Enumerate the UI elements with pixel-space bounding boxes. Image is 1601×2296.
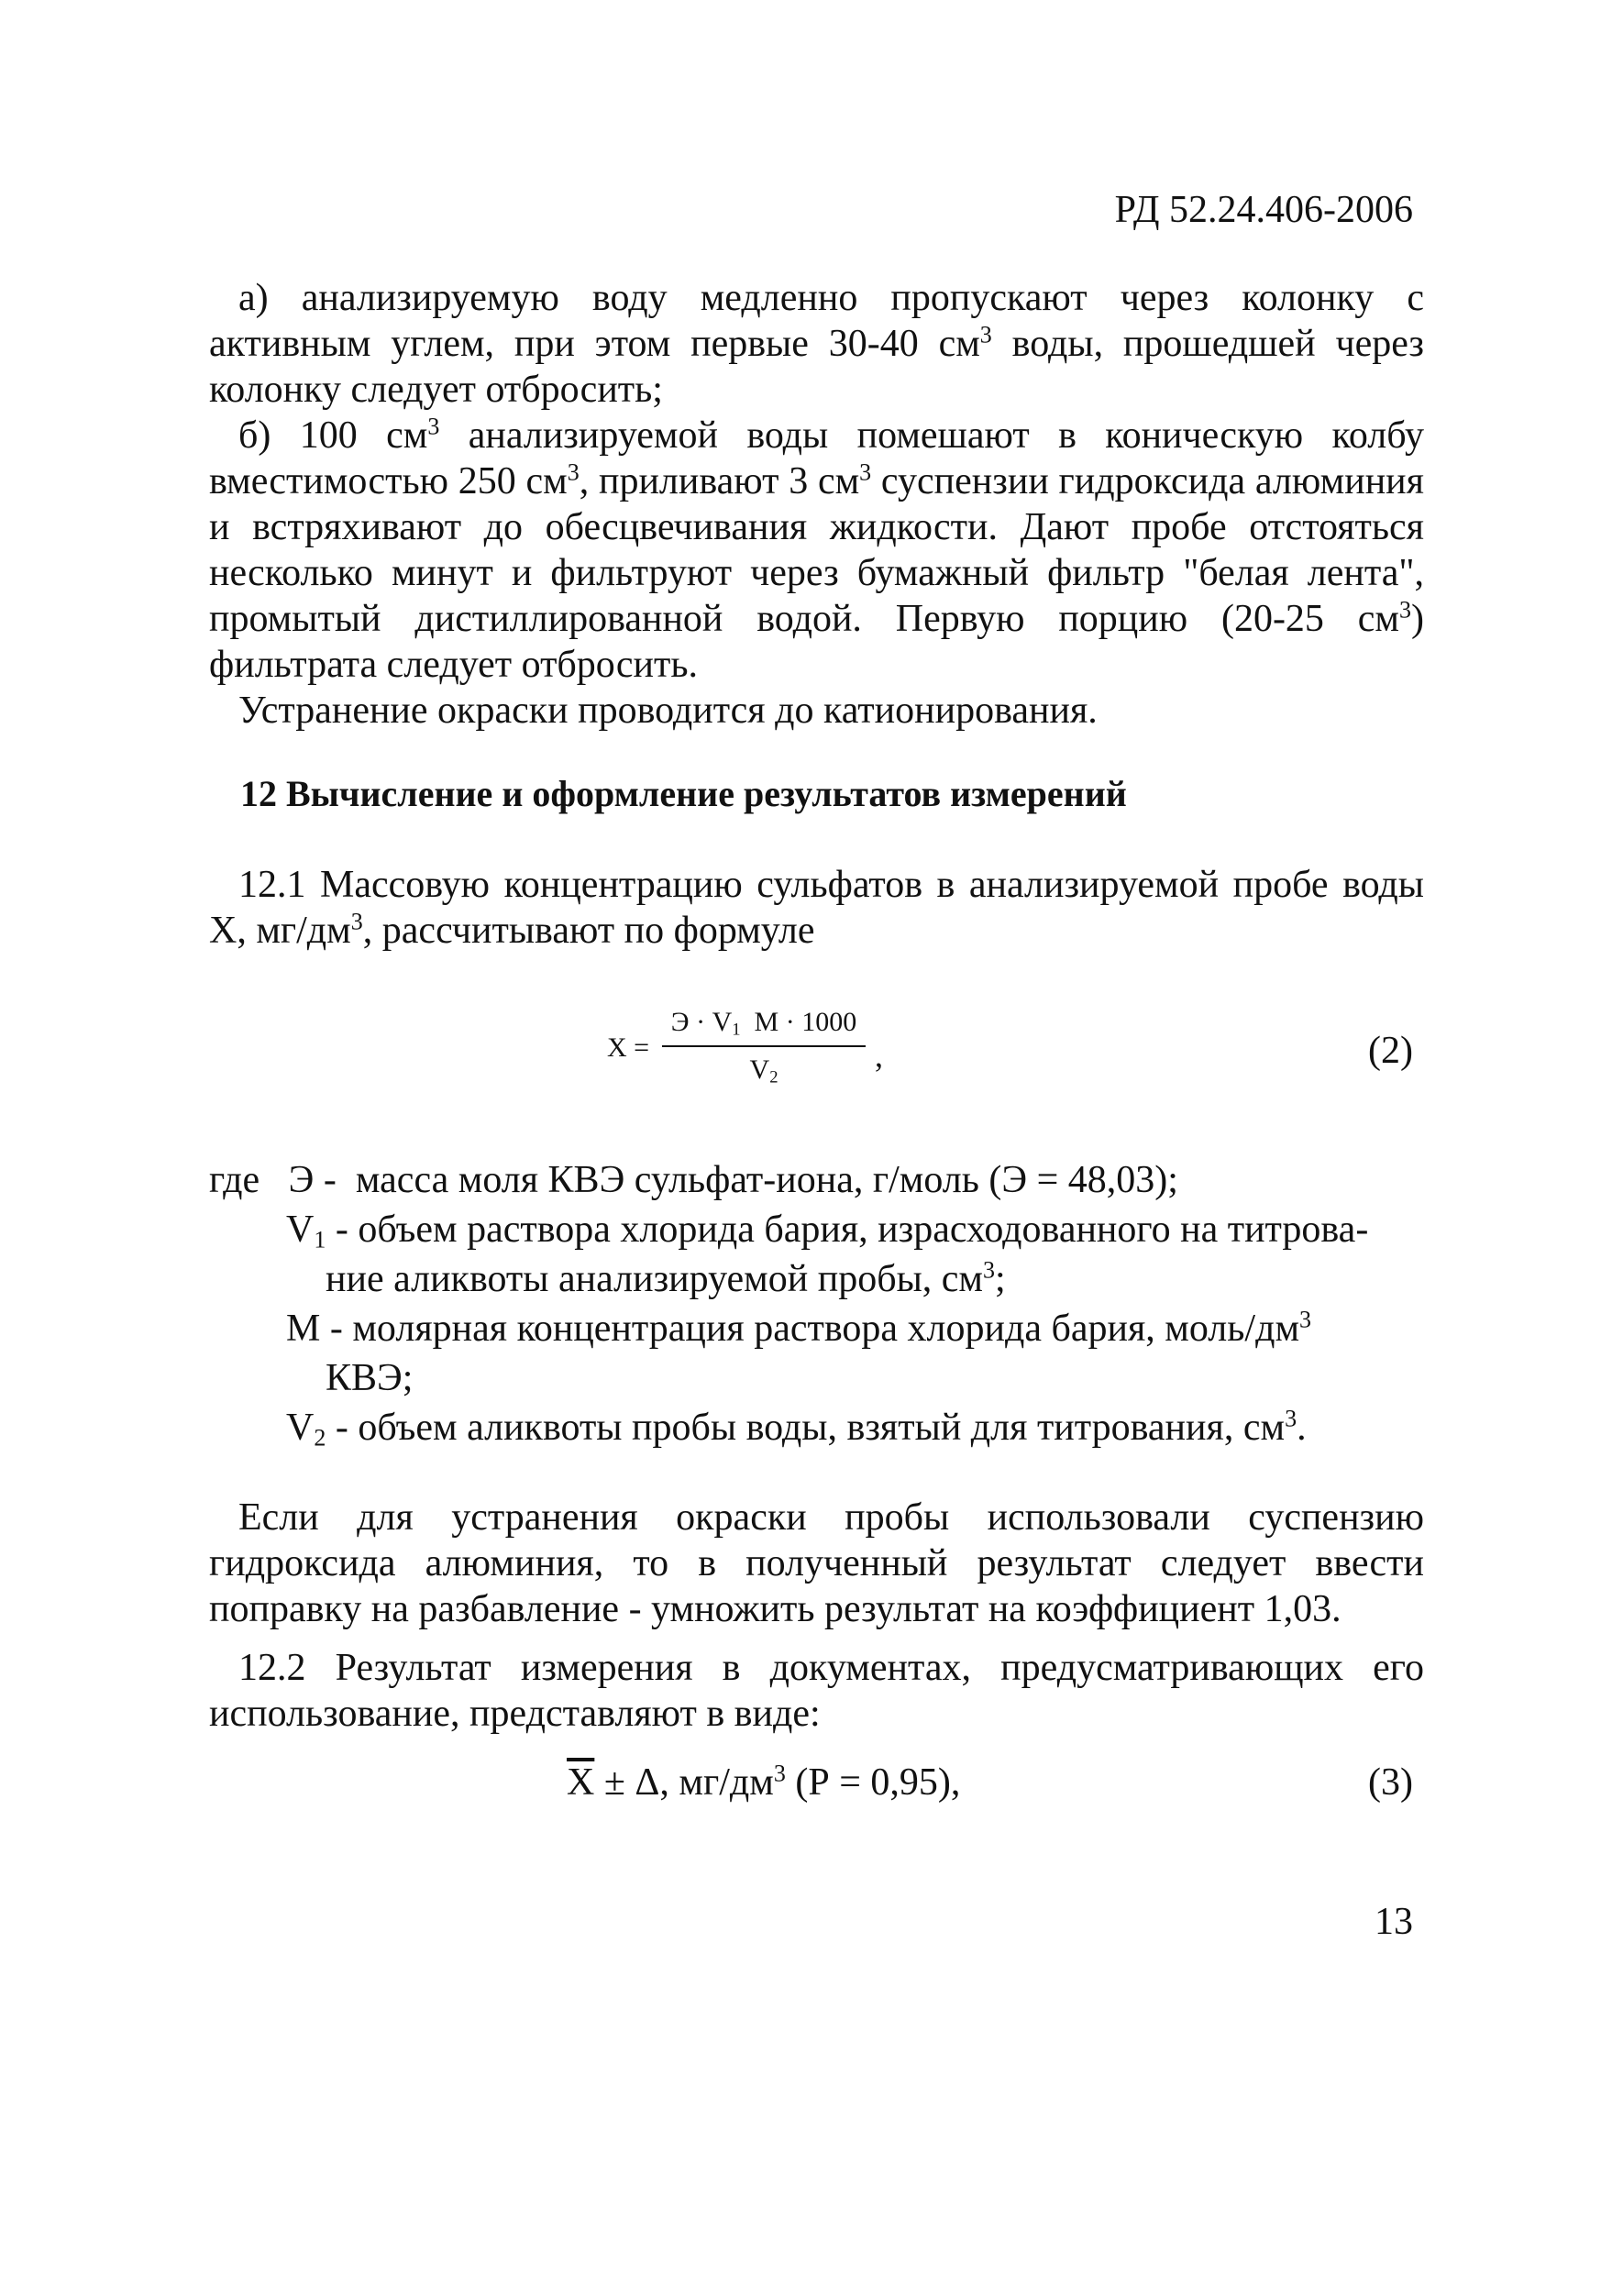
formula-lhs: X = — [607, 1032, 650, 1063]
page-number: 13 — [1375, 1901, 1413, 1943]
paragraph-dilution: Если для устранения окраски пробы использовали суспензию гидроксида алюминия, то в полученный результат следует ввести поправку на разбавление - умножить результат на коэффициент 1,03. — [209, 1496, 1424, 1630]
definition-v1-continued: ние аликвоты анализируемой пробы, $см^3$; — [326, 1256, 1006, 1300]
paragraph-12-1: 12.1 Массовую концентрацию сульфатов в анализируемой пробе воды X, $мг/дм^3$, рассчитывают по формуле — [209, 864, 1424, 952]
document-code: РД 52.24.406-2006 — [1114, 189, 1413, 231]
formula-numerator: $Э \cdot V_1$ М · 1000 — [670, 1007, 857, 1040]
section-heading: 12 Вычисление и оформление результатов измерений — [240, 773, 1127, 814]
paragraph-color-removal: Устранение окраски проводится до катионирования. — [238, 690, 1098, 732]
formula-comma: , — [875, 1037, 883, 1074]
equation-number-3: (3) — [1368, 1761, 1413, 1804]
definition-where: где Э - масса моля КВЭ сульфат-иона, г/моль (Э = 48,03); — [209, 1159, 1178, 1201]
definition-v2: $V_2$ - объем аликвоты пробы воды, взятый для титрования, $см^3$. — [286, 1405, 1307, 1452]
definition-v1: $V_1$ - объем раствора хлорида бария, израсходованного на титрова- — [286, 1209, 1369, 1253]
fraction-bar — [662, 1045, 866, 1047]
definition-m-continued: КВЭ; — [326, 1357, 414, 1399]
formula-3: $\overline{X} \pm \Delta$, $мг/дм^3$ (Р = 0,95), — [567, 1760, 961, 1804]
equation-number-2: (2) — [1368, 1030, 1413, 1072]
paragraph-12-2: 12.2 Результат измерения в документах, предусматривающих его использование, представляют в виде: — [209, 1647, 1424, 1735]
definition-m: М - молярная концентрация раствора хлорида бария, моль/$дм^3$ — [286, 1306, 1312, 1350]
formula-2 — [607, 999, 937, 1102]
formula-denominator: $V_2$ — [749, 1054, 778, 1087]
paragraph-b: б) 100 $см^3$ анализируемой воды помешают в коническую колбу вместимостью 250 $см^3$, приливают 3 $см^3$ суспензии гидроксида алюминия и встряхивают до обесцвечивания жидкости. Дают пробе отстояться несколько минут и фильтруют через бумажный фильтр "белая лента", промытый дистиллированной водой. Первую порцию (20-25 $см^3$) фильтрата следует отбросить. — [209, 413, 1424, 686]
paragraph-a: а) анализируемую воду медленно пропускают через колонку с активным углем, при этом первые 30-40 $см^3$ воды, прошедшей через колонку следует отбросить; — [209, 277, 1424, 411]
